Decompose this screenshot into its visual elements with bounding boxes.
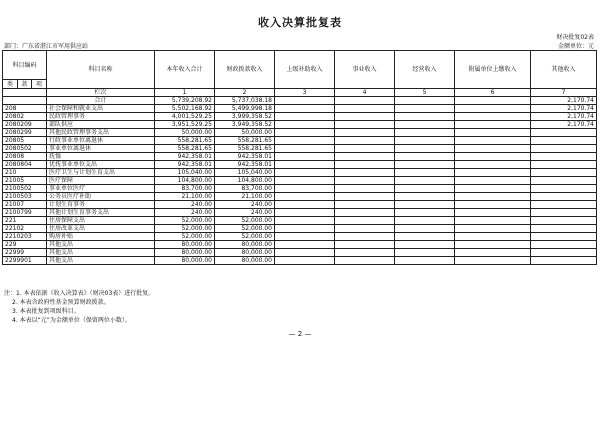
- row-name: 社会保障和就业支出: [47, 105, 155, 113]
- row-code: 229: [3, 241, 47, 249]
- row-code: 2080299: [3, 129, 47, 137]
- row-other: [531, 193, 597, 201]
- row-name: 其他支出: [47, 241, 155, 249]
- row-business: [335, 185, 395, 193]
- row-upper: [275, 153, 335, 161]
- row-fiscal: 104,800.00: [215, 177, 275, 185]
- row-affiliate: [455, 137, 531, 145]
- row-affiliate: [455, 145, 531, 153]
- header-affiliate: 附属单位上缴收入: [455, 51, 531, 89]
- row-name: 住房改革支出: [47, 225, 155, 233]
- table-header-row: [3, 51, 597, 80]
- row-upper: [275, 169, 335, 177]
- header-upper: 上级补助收入: [275, 51, 335, 89]
- row-other: [531, 169, 597, 177]
- table-row: [3, 129, 597, 137]
- header-operating: 经营收入: [395, 51, 455, 89]
- row-total: 52,000.00: [155, 233, 215, 241]
- row-other: [531, 241, 597, 249]
- row-total: 240.00: [155, 201, 215, 209]
- row-business: [335, 209, 395, 217]
- note-1: 注：1. 本表依据《收入决算表》（财决03表）进行批复。: [4, 290, 155, 297]
- header-code: 科目编码: [3, 51, 47, 80]
- row-upper: [275, 257, 335, 265]
- row-fiscal: 50,000.00: [215, 129, 275, 137]
- row-upper: [275, 249, 335, 257]
- row-affiliate: [455, 249, 531, 257]
- row-name: 公务员医疗补助: [47, 193, 155, 201]
- row-fiscal: 240.00: [215, 201, 275, 209]
- row-business: [335, 233, 395, 241]
- row-code: 20808: [3, 153, 47, 161]
- row-name: 行政事业单位离退休: [47, 137, 155, 145]
- row-total: 21,100.00: [155, 193, 215, 201]
- row-total: 83,700.00: [155, 185, 215, 193]
- total-income: 5,739,208.92: [155, 97, 215, 105]
- table-row: [3, 177, 597, 185]
- row-upper: [275, 121, 335, 129]
- header-other: 其他收入: [531, 51, 597, 89]
- total-other: 2,170.74: [531, 97, 597, 105]
- row-code: 221: [3, 217, 47, 225]
- row-upper: [275, 241, 335, 249]
- row-business: [335, 249, 395, 257]
- row-fiscal: 5,499,998.18: [215, 105, 275, 113]
- row-fiscal: 52,000.00: [215, 217, 275, 225]
- row-fiscal: 52,000.00: [215, 225, 275, 233]
- row-affiliate: [455, 225, 531, 233]
- row-name: 购房补贴: [47, 233, 155, 241]
- row-total: 942,358.01: [155, 153, 215, 161]
- note-2: 2. 本表含政府性基金预算财政拨款。: [12, 299, 110, 306]
- row-operating: [395, 209, 455, 217]
- row-name: 住房保障支出: [47, 217, 155, 225]
- row-name: 其他计划生育事务支出: [47, 209, 155, 217]
- row-upper: [275, 137, 335, 145]
- header-xiang: 项: [32, 80, 47, 89]
- table-row: [3, 233, 597, 241]
- row-other: [531, 161, 597, 169]
- row-fiscal: 52,000.00: [215, 233, 275, 241]
- row-fiscal: 240.00: [215, 209, 275, 217]
- row-affiliate: [455, 129, 531, 137]
- row-code: 22999: [3, 249, 47, 257]
- row-total: 4,001,529.25: [155, 113, 215, 121]
- row-fiscal: 80,000.00: [215, 249, 275, 257]
- header-fiscal: 财政拨款收入: [215, 51, 275, 89]
- table-row: [3, 209, 597, 217]
- row-business: [335, 113, 395, 121]
- row-code: 2100799: [3, 209, 47, 217]
- row-total: 105,040.00: [155, 169, 215, 177]
- col-number-5: 5: [395, 89, 455, 97]
- row-affiliate: [455, 113, 531, 121]
- col-number-1: 1: [155, 89, 215, 97]
- row-total: 942,358.01: [155, 161, 215, 169]
- row-other: [531, 201, 597, 209]
- table-row: [3, 145, 597, 153]
- row-fiscal: 3,949,358.52: [215, 121, 275, 129]
- row-upper: [275, 209, 335, 217]
- row-operating: [395, 105, 455, 113]
- row-name: 其他支出: [47, 257, 155, 265]
- row-other: [531, 209, 597, 217]
- form-number: 财决批复02表: [556, 34, 594, 41]
- table-row: [3, 169, 597, 177]
- row-other: 2,170.74: [531, 121, 597, 129]
- row-affiliate: [455, 177, 531, 185]
- row-other: 2,170.74: [531, 113, 597, 121]
- row-code: 20805: [3, 137, 47, 145]
- header-name: 科目名称: [47, 51, 155, 89]
- row-upper: [275, 113, 335, 121]
- row-business: [335, 193, 395, 201]
- row-business: [335, 257, 395, 265]
- col-number-7: 7: [531, 89, 597, 97]
- header-business: 事业收入: [335, 51, 395, 89]
- row-name: 其他支出: [47, 249, 155, 257]
- row-upper: [275, 185, 335, 193]
- row-total: 558,281.65: [155, 137, 215, 145]
- row-other: [531, 225, 597, 233]
- header-total: 本年收入合计: [155, 51, 215, 89]
- row-fiscal: 558,281.65: [215, 145, 275, 153]
- row-affiliate: [455, 153, 531, 161]
- row-business: [335, 161, 395, 169]
- row-code: 2100502: [3, 185, 47, 193]
- row-total: 50,000.00: [155, 129, 215, 137]
- row-total: 52,000.00: [155, 217, 215, 225]
- row-total: 240.00: [155, 209, 215, 217]
- row-business: [335, 169, 395, 177]
- row-affiliate: [455, 233, 531, 241]
- row-business: [335, 241, 395, 249]
- row-upper: [275, 233, 335, 241]
- table-row: [3, 185, 597, 193]
- row-upper: [275, 129, 335, 137]
- row-operating: [395, 121, 455, 129]
- row-fiscal: 558,281.65: [215, 137, 275, 145]
- row-fiscal: 942,358.01: [215, 161, 275, 169]
- table-row: [3, 137, 597, 145]
- row-code: 2080804: [3, 161, 47, 169]
- table-row: [3, 161, 597, 169]
- row-fiscal: 80,000.00: [215, 257, 275, 265]
- row-total: 80,000.00: [155, 241, 215, 249]
- row-name: 其他民政管理事务支出: [47, 129, 155, 137]
- row-operating: [395, 201, 455, 209]
- row-operating: [395, 241, 455, 249]
- row-upper: [275, 201, 335, 209]
- row-total: 5,502,168.92: [155, 105, 215, 113]
- row-name: 事业单位医疗: [47, 185, 155, 193]
- row-upper: [275, 225, 335, 233]
- row-affiliate: [455, 185, 531, 193]
- row-name: 医疗保障: [47, 177, 155, 185]
- row-business: [335, 177, 395, 185]
- row-affiliate: [455, 209, 531, 217]
- header-lei: 类: [3, 80, 18, 89]
- row-upper: [275, 161, 335, 169]
- row-operating: [395, 113, 455, 121]
- row-fiscal: 21,100.00: [215, 193, 275, 201]
- row-affiliate: [455, 241, 531, 249]
- row-operating: [395, 185, 455, 193]
- page-number: — 2 —: [288, 330, 312, 338]
- row-operating: [395, 249, 455, 257]
- note-4: 4. 本表以“元”为金额单位（保留两位小数）。: [12, 317, 131, 324]
- table-row: [3, 105, 597, 113]
- row-name: 医疗卫生与计划生育支出: [47, 169, 155, 177]
- row-other: [531, 145, 597, 153]
- row-other: [531, 257, 597, 265]
- row-business: [335, 105, 395, 113]
- row-business: [335, 201, 395, 209]
- row-operating: [395, 169, 455, 177]
- row-business: [335, 217, 395, 225]
- table-row: [3, 257, 597, 265]
- row-code: 21005: [3, 177, 47, 185]
- row-other: [531, 233, 597, 241]
- row-code: 2100503: [3, 193, 47, 201]
- table-row: [3, 113, 597, 121]
- row-other: [531, 185, 597, 193]
- row-upper: [275, 145, 335, 153]
- row-other: [531, 137, 597, 145]
- page-title: 收入决算批复表: [258, 16, 342, 29]
- income-table: [2, 50, 597, 265]
- lanci-label: 栏次: [47, 89, 155, 97]
- total-row: [3, 97, 597, 105]
- col-number-2: 2: [215, 89, 275, 97]
- table-row: [3, 121, 597, 129]
- row-other: [531, 177, 597, 185]
- table-row: [3, 217, 597, 225]
- row-fiscal: 105,040.00: [215, 169, 275, 177]
- row-code: 2080209: [3, 121, 47, 129]
- row-code: 20802: [3, 113, 47, 121]
- row-code: 2299901: [3, 257, 47, 265]
- row-business: [335, 153, 395, 161]
- row-affiliate: [455, 105, 531, 113]
- header-kuan: 款: [18, 80, 32, 89]
- row-operating: [395, 217, 455, 225]
- row-name: 计划生育事务: [47, 201, 155, 209]
- col-number-6: 6: [455, 89, 531, 97]
- row-other: [531, 249, 597, 257]
- row-total: 3,951,529.25: [155, 121, 215, 129]
- row-operating: [395, 161, 455, 169]
- amount-unit-label: 金额单位：元: [557, 43, 594, 50]
- row-name: 优抚事业单位支出: [47, 161, 155, 169]
- row-total: 104,800.00: [155, 177, 215, 185]
- row-business: [335, 145, 395, 153]
- row-operating: [395, 233, 455, 241]
- table-row: [3, 249, 597, 257]
- row-operating: [395, 153, 455, 161]
- row-code: 22102: [3, 225, 47, 233]
- row-affiliate: [455, 161, 531, 169]
- row-business: [335, 129, 395, 137]
- total-label: 合计: [47, 97, 155, 105]
- row-operating: [395, 129, 455, 137]
- table-row: [3, 225, 597, 233]
- row-operating: [395, 257, 455, 265]
- row-operating: [395, 137, 455, 145]
- row-operating: [395, 177, 455, 185]
- row-operating: [395, 193, 455, 201]
- row-fiscal: 942,358.01: [215, 153, 275, 161]
- row-fiscal: 80,000.00: [215, 241, 275, 249]
- row-total: 558,281.65: [155, 145, 215, 153]
- row-other: [531, 217, 597, 225]
- table-row: [3, 241, 597, 249]
- total-fiscal: 5,737,038.18: [215, 97, 275, 105]
- row-upper: [275, 177, 335, 185]
- row-name: 部队供应: [47, 121, 155, 129]
- row-business: [335, 225, 395, 233]
- row-other: 2,170.74: [531, 105, 597, 113]
- row-operating: [395, 225, 455, 233]
- table-row: [3, 153, 597, 161]
- row-business: [335, 121, 395, 129]
- row-upper: [275, 105, 335, 113]
- department-label: 部门：广东省湛江市军用供应站: [4, 43, 89, 50]
- row-business: [335, 137, 395, 145]
- row-other: [531, 153, 597, 161]
- col-number-4: 4: [335, 89, 395, 97]
- row-affiliate: [455, 257, 531, 265]
- table-row: [3, 201, 597, 209]
- col-number-3: 3: [275, 89, 335, 97]
- row-affiliate: [455, 217, 531, 225]
- row-code: 210: [3, 169, 47, 177]
- row-affiliate: [455, 121, 531, 129]
- row-code: 2210203: [3, 233, 47, 241]
- row-operating: [395, 145, 455, 153]
- row-upper: [275, 193, 335, 201]
- row-affiliate: [455, 201, 531, 209]
- row-code: 21007: [3, 201, 47, 209]
- notes: [4, 289, 154, 325]
- row-fiscal: 3,999,358.52: [215, 113, 275, 121]
- row-name: 事业单位离退休: [47, 145, 155, 153]
- row-name: 民政管理事务: [47, 113, 155, 121]
- row-total: 80,000.00: [155, 249, 215, 257]
- row-code: 208: [3, 105, 47, 113]
- note-3: 3. 本表批复到项级科目。: [12, 308, 80, 315]
- row-upper: [275, 217, 335, 225]
- row-fiscal: 83,700.00: [215, 185, 275, 193]
- row-total: 52,000.00: [155, 225, 215, 233]
- row-affiliate: [455, 193, 531, 201]
- row-name: 抚恤: [47, 153, 155, 161]
- column-number-row: [3, 89, 597, 97]
- row-total: 80,000.00: [155, 257, 215, 265]
- row-other: [531, 129, 597, 137]
- row-code: 2080502: [3, 145, 47, 153]
- table-row: [3, 193, 597, 201]
- row-affiliate: [455, 169, 531, 177]
